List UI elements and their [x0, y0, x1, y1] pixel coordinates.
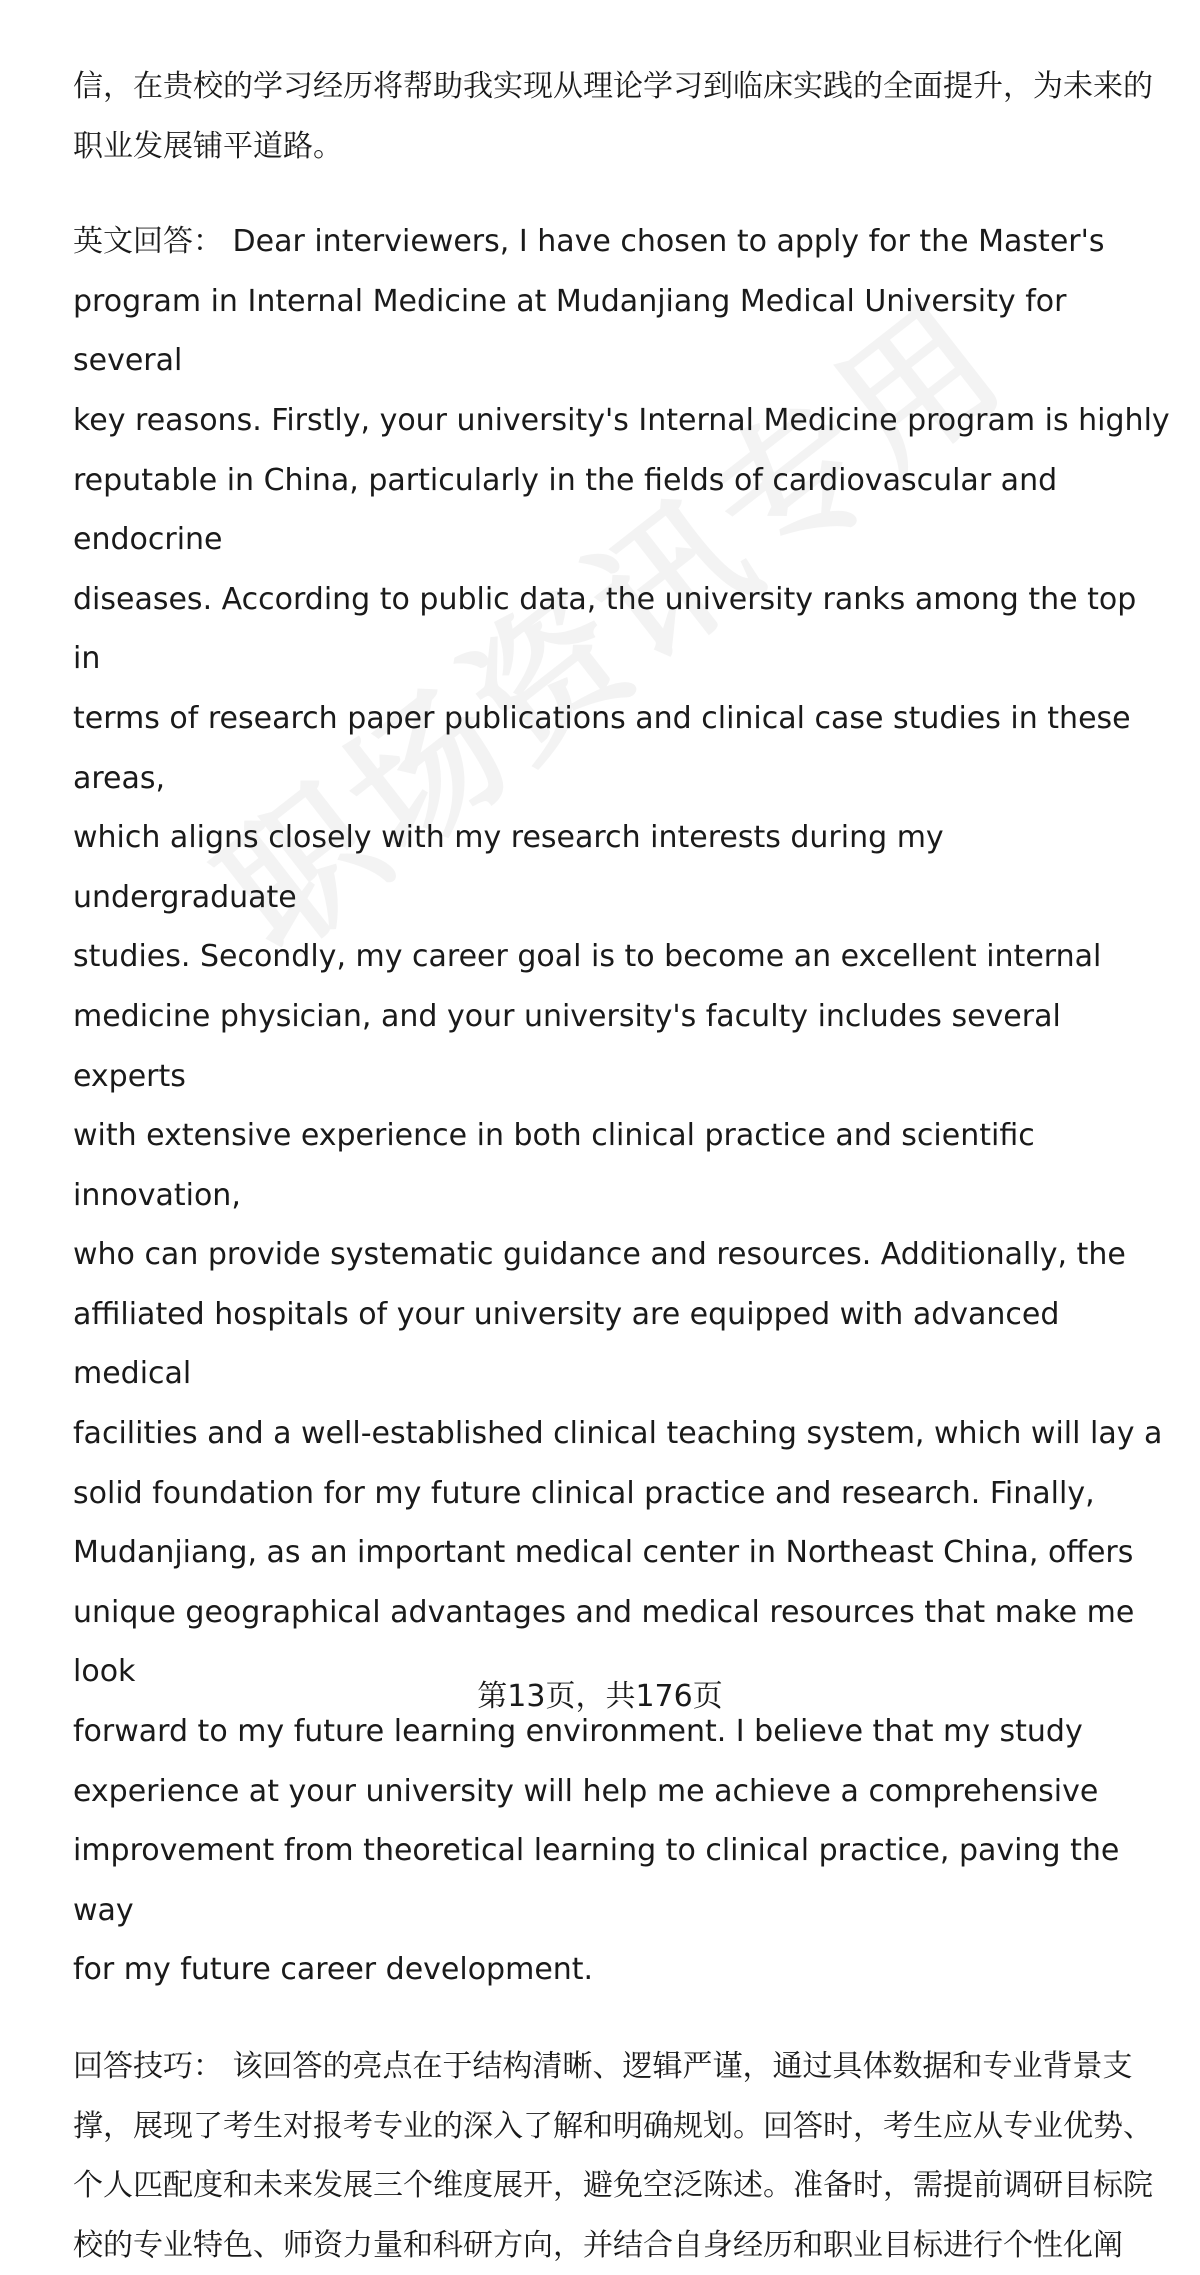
- english-answer-paragraph: [73, 212, 1173, 2000]
- intro-paragraph: 信，在贵校的学习经历将帮助我实现从理论学习到临床实践的全面提升，为未来的 职业发展铺平道路。: [73, 69, 1153, 164]
- answer-tips-text: 该回答的亮点在于结构清晰、逻辑严谨，通过具体数据和专业背景支 撑，展现了考生对报考专业的深入了解和明确规划。回答时，考生应从专业优势、 个人匹配度和未来发展三个维度展开，避免空泛陈述。准备时，需提前调研目标院 校的专业特色、师资力量和科研方向，并结合自身经历和职业目标进行个性化阐: [73, 2049, 1153, 2263]
- answer-tips-paragraph: [73, 2037, 1173, 2275]
- english-answer-text: Dear interviewers, I have chosen to apply for the Master's program in Internal Medicine at Mudanjiang Medical University for several key reasons. Firstly, your university's Internal Medicine program is highly reputable in China, particularly in the fields of cardiovascular and endocrine diseases. According to public data, the university ranks among the top in terms of research paper publications and clinical case studies in these areas, which aligns closely with my research interests during my undergraduate studies. Secondly, my career goal is to become an excellent internal medicine physician, and your university's faculty includes several experts with extensive experience in both clinical practice and scientific innovation, who can provide systematic guidance and resources. Additionally, the affiliated hospitals of your university are equipped with advanced medical facilities and a well-established clinical teaching system, which will lay a solid foundation for my future clinical practice and research. Finally, Mudanjiang, as an important medical center in Northeast China, offers unique geographical advantages and medical resources that make me look forward to my future learning environment. I believe that my study experience at your university will help me achieve a comprehensive improvement from theoretical learning to clinical practice, paving the way for my future career development.: [73, 224, 1170, 1988]
- page-number: 第13页，共176页: [477, 1679, 723, 1714]
- english-answer-label: 英文回答：: [73, 224, 223, 260]
- answer-tips-label: 回答技巧：: [73, 2049, 223, 2084]
- document-page: [73, 57, 1173, 2275]
